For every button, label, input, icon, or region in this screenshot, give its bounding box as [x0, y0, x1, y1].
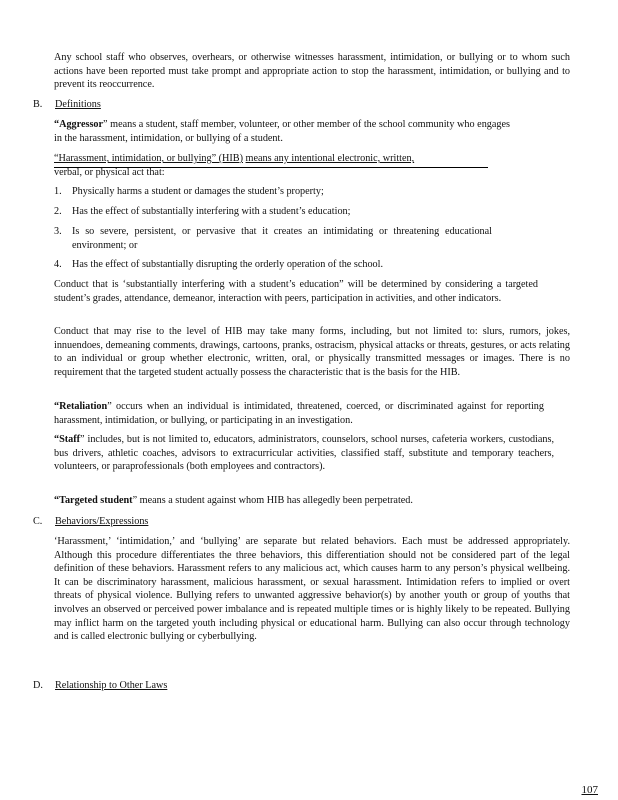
hib-text: means any intentional electronic, written,	[245, 153, 415, 164]
page-number: 107	[581, 784, 598, 796]
section-b-letter: B.	[33, 99, 43, 110]
section-d-heading	[33, 679, 293, 693]
section-d-title: Relationship to Other Laws	[55, 680, 168, 691]
staff-definition	[54, 433, 554, 474]
list-item	[54, 205, 524, 219]
list-item-number: 3.	[54, 226, 62, 237]
intro-paragraph: Any school staff who observes, overhears, or otherwise witnesses harassment, intimidation, or bullying or to whom such actions have been reported must take prompt and appropriate action to stop the harassment, intimidation, or bullying and to prevent its reoccurrence.	[54, 52, 570, 91]
staff-text: ” includes, but is not limited to, educators, administrators, counselors, school nurses, cafeteria workers, custodians, bus drivers, athletic coaches, advisors to extracurricular activities, classified staff, substitute and temporary teachers, volunteers, or paraprofessionals (both employees and contractors).	[54, 434, 554, 473]
list-item-text: Has the effect of substantially disrupting the orderly operation of the school.	[72, 259, 384, 270]
list-item-text: Is so severe, persistent, or pervasive that it creates an intimidating or threatening educational environment; or	[72, 226, 492, 251]
behaviors-paragraph: ‘Harassment,’ ‘intimidation,’ and ‘bullying’ are separate but related behaviors. Each must be addressed appropriately. Although this procedure differentiates the three behaviors, this differentiation should not be considered part of the legal definition of these behaviors. Harassment refers to any malicious act, which causes harm to any person’s physical wellbeing. It can be discriminatory harassment, malicious harassment, or sexual harassment. Intimidation refers to implied or overt threats of physical violence. Bullying refers to unwanted aggressive behavior(s) by another youth or group of youths that involves an observed or perceived power imbalance and is repeated multiple times or is highly likely to be repeated. Bullying may inflict harm on the targeted youth including physical or educational harm. Bullying can also occur through technology and is called electronic bullying or cyberbullying.	[54, 536, 570, 643]
list-item-number: 4.	[54, 259, 62, 270]
list-item	[54, 225, 494, 253]
staff-term: “Staff	[54, 434, 81, 445]
aggressor-text: ” means a student, staff member, volunteer, or other member of the school community who engages in the harassment, intimidation, or bullying of a student.	[54, 119, 510, 144]
retaliation-text: ” occurs when an individual is intimidated, threatened, coerced, or discriminated against for reporting harassment, intimidation, or bullying, or participating in an investigation.	[54, 401, 544, 426]
list-item-text: Physically harms a student or damages the student’s property;	[72, 186, 324, 197]
list-item-number: 2.	[54, 206, 62, 217]
hib-definition	[54, 152, 554, 166]
section-b-title: Definitions	[55, 99, 101, 110]
list-item-number: 1.	[54, 186, 62, 197]
retaliation-definition	[54, 400, 544, 427]
conduct-paragraph-2: Conduct that may rise to the level of HIB may take many forms, including, but not limited to: slurs, rumors, jokes, innuendoes, demeaning comments, drawings, cartoons, pranks, ostracism, physical attacks or threats, gestures, or acts relating to an individual or group whether electronic, written, oral, or physically transmitted messages or images. There is no requirement that the targeted student actually possess the characteristic that is the basis for the HIB.	[54, 326, 570, 378]
targeted-student-definition	[54, 494, 554, 508]
section-c-title: Behaviors/Expressions	[55, 516, 149, 527]
list-item-text: Has the effect of substantially interfering with a student’s education;	[72, 206, 351, 217]
section-d-letter: D.	[33, 680, 43, 691]
aggressor-term: “Aggressor	[54, 119, 104, 130]
hib-continuation: verbal, or physical act that:	[54, 167, 165, 178]
section-c-heading	[33, 515, 233, 529]
hib-term: “Harassment, intimidation, or bullying” (HIB)	[54, 153, 243, 164]
targeted-student-text: ” means a student against whom HIB has allegedly been perpetrated.	[132, 495, 413, 506]
conduct-paragraph-1: Conduct that is ‘substantially interfering with a student’s education” will be determined by considering a targeted student’s grades, attendance, demeanor, interaction with peers, participation in activities, and other indicators.	[54, 279, 538, 304]
list-item	[54, 258, 524, 272]
retaliation-term: “Retaliation	[54, 401, 108, 412]
section-b-heading	[33, 98, 233, 112]
section-c-letter: C.	[33, 516, 43, 527]
list-item	[54, 185, 524, 199]
aggressor-definition	[54, 118, 510, 145]
targeted-student-term: “Targeted student	[54, 495, 133, 506]
